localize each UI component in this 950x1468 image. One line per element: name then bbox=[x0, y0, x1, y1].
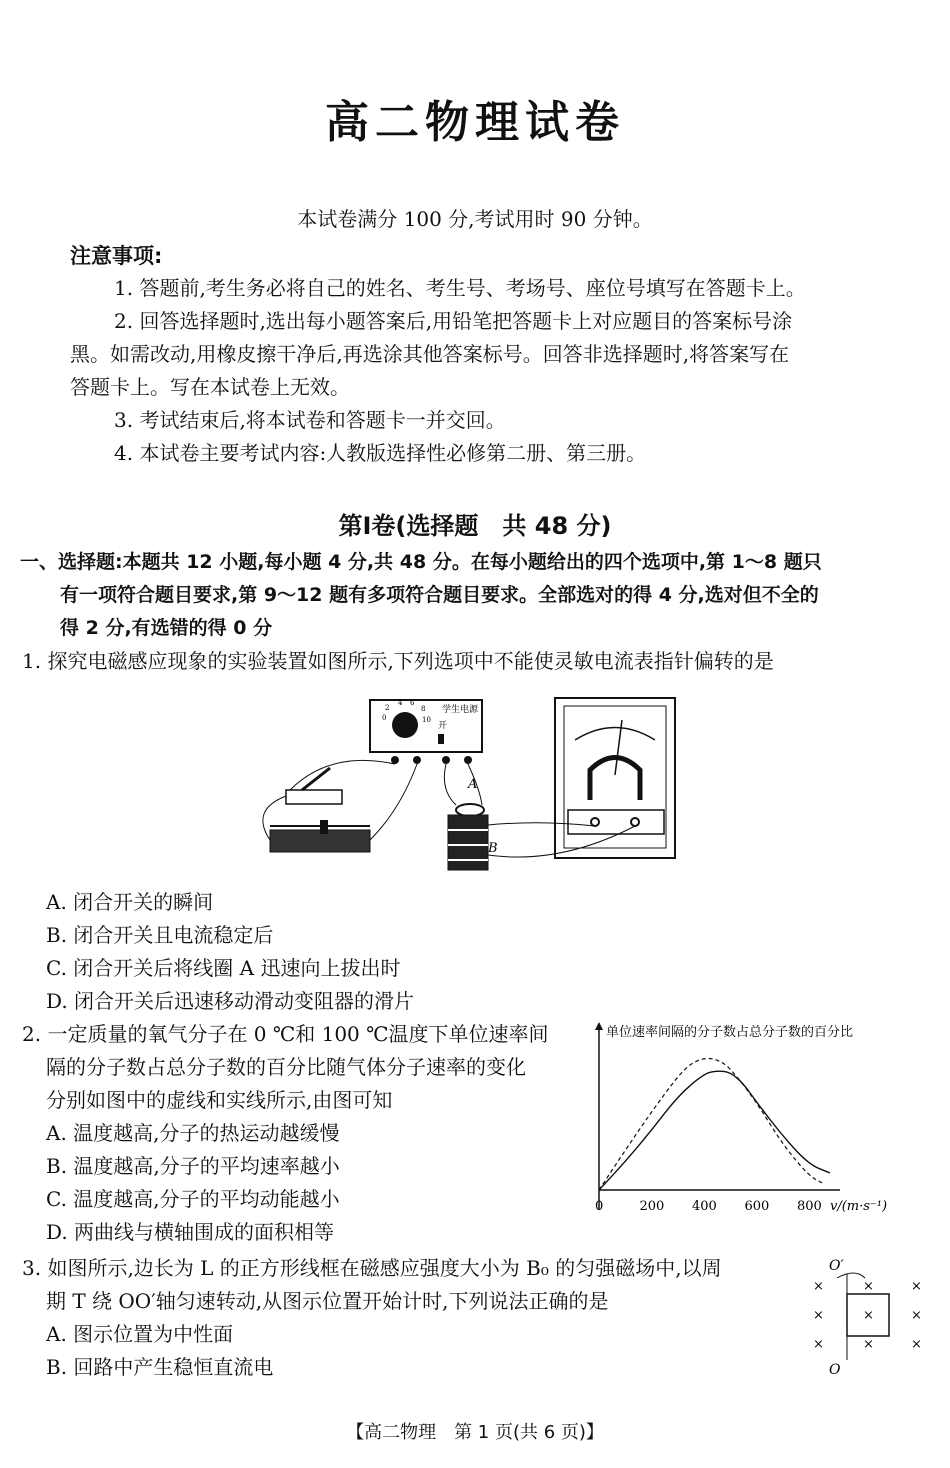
dial-tick: 6 bbox=[410, 699, 415, 707]
source-label: 学生电源 bbox=[442, 705, 479, 715]
field-mark: × bbox=[813, 1337, 824, 1352]
q2-stem: 2. 一定质量的氧气分子在 0 ℃和 100 ℃温度下单位速率间 bbox=[22, 1022, 549, 1046]
q1-option-d: D. 闭合开关后迅速移动滑动变阻器的滑片 bbox=[46, 989, 415, 1013]
axis-top-label: O′ bbox=[829, 1258, 844, 1274]
q2-stem-3: 分别如图中的虚线和实线所示,由图可知 bbox=[46, 1088, 393, 1112]
x-tick-label: 0 bbox=[595, 1199, 604, 1214]
x-tick-label: 800 bbox=[796, 1199, 822, 1214]
axis-bottom-label: O bbox=[829, 1362, 841, 1378]
q2-option-c: C. 温度越高,分子的平均动能越小 bbox=[46, 1187, 340, 1211]
field-mark: × bbox=[911, 1279, 922, 1294]
q2-option-d: D. 两曲线与横轴围成的面积相等 bbox=[46, 1220, 335, 1244]
q1-option-b: B. 闭合开关且电流稳定后 bbox=[46, 923, 274, 947]
dial-tick: 4 bbox=[398, 699, 403, 707]
coil-a-label: A bbox=[468, 777, 478, 792]
field-mark: × bbox=[813, 1308, 824, 1323]
q2-option-a: A. 温度越高,分子的热运动越缓慢 bbox=[46, 1121, 340, 1145]
switch-icon bbox=[438, 734, 444, 744]
x-tick-label: 400 bbox=[691, 1199, 717, 1214]
notice-item-3: 3. 考试结束后,将本试卷和答题卡一并交回。 bbox=[114, 408, 506, 432]
magnet-icon bbox=[590, 758, 640, 801]
knife-switch bbox=[286, 790, 342, 804]
dial-tick: 10 bbox=[422, 716, 431, 724]
q2-stem-2: 隔的分子数占总分子数的百分比随气体分子速率的变化 bbox=[46, 1055, 526, 1079]
coil-a bbox=[456, 804, 484, 816]
q1-apparatus-figure bbox=[250, 680, 700, 880]
dial-tick: 8 bbox=[421, 705, 426, 713]
q3-option-a: A. 图示位置为中性面 bbox=[46, 1322, 234, 1346]
x-tick-label: 600 bbox=[744, 1199, 770, 1214]
q3-stem: 3. 如图所示,边长为 L 的正方形线框在磁感应强度大小为 B₀ 的匀强磁场中,以周 bbox=[22, 1256, 722, 1280]
q2-option-b: B. 温度越高,分子的平均速率越小 bbox=[46, 1154, 340, 1178]
intro-text: 本试卷满分 100 分,考试用时 90 分钟。 bbox=[297, 207, 653, 231]
y-axis-arrow bbox=[595, 1022, 603, 1030]
q1-stem: 1. 探究电磁感应现象的实验装置如图所示,下列选项中不能使灵敏电流表指针偏转的是 bbox=[22, 649, 774, 673]
section-instructions-3: 得 2 分,有选错的得 0 分 bbox=[60, 617, 273, 639]
field-mark: × bbox=[863, 1308, 874, 1323]
notice-item-2-end: 答题卡上。写在本试卷上无效。 bbox=[70, 375, 350, 399]
coil-b bbox=[448, 815, 488, 870]
notice-item-2-cont: 黑。如需改动,用橡皮擦干净后,再选涂其他答案标号。回答非选择题时,将答案写在 bbox=[70, 342, 790, 366]
field-mark: × bbox=[813, 1279, 824, 1294]
series-100c-solid-line bbox=[599, 1071, 830, 1190]
field-mark: × bbox=[863, 1337, 874, 1352]
q3-coil-figure bbox=[805, 1252, 930, 1382]
q3-stem-2: 期 T 绕 OO′轴匀速转动,从图示位置开始计时,下列说法正确的是 bbox=[46, 1289, 609, 1313]
q2-chart bbox=[590, 1018, 935, 1218]
field-mark: × bbox=[911, 1337, 922, 1352]
series-0c-dashed-line bbox=[599, 1059, 822, 1190]
q1-option-a: A. 闭合开关的瞬间 bbox=[46, 890, 214, 914]
q1-option-c: C. 闭合开关后将线圈 A 迅速向上拔出时 bbox=[46, 956, 401, 980]
notice-item-4: 4. 本试卷主要考试内容:人教版选择性必修第二册、第三册。 bbox=[114, 441, 647, 465]
page-title: 高二物理试卷 bbox=[325, 97, 625, 148]
x-tick-label: 200 bbox=[639, 1199, 665, 1214]
dial-tick: 0 bbox=[382, 714, 387, 722]
notice-item-1: 1. 答题前,考生务必将自己的姓名、考生号、考场号、座位号填写在答题卡上。 bbox=[114, 276, 806, 300]
galvanometer-scale bbox=[575, 728, 655, 741]
page-footer: 【高二物理 第 1 页(共 6 页)】 bbox=[346, 1422, 604, 1443]
x-axis-label: v/(m·s⁻¹) bbox=[830, 1199, 888, 1214]
field-mark: × bbox=[863, 1279, 874, 1294]
dial-tick: 2 bbox=[385, 704, 390, 712]
coil-b-label: B bbox=[488, 841, 498, 856]
section-instructions: 一、选择题:本题共 12 小题,每小题 4 分,共 48 分。在每小题给出的四个选项中,第 1～8 题只 bbox=[20, 551, 822, 573]
notice-item-2: 2. 回答选择题时,选出每小题答案后,用铅笔把答题卡上对应题目的答案标号涂 bbox=[114, 309, 793, 333]
notice-heading: 注意事项: bbox=[70, 244, 163, 268]
chart-title: 单位速率间隔的分子数占总分子数的百分比 bbox=[606, 1025, 854, 1040]
section-title: 第Ⅰ卷(选择题 共 48 分) bbox=[338, 512, 612, 540]
field-mark: × bbox=[911, 1308, 922, 1323]
q3-option-b: B. 回路中产生稳恒直流电 bbox=[46, 1355, 274, 1379]
section-instructions-2: 有一项符合题目要求,第 9～12 题有多项符合题目要求。全部选对的得 4 分,选对但不全的 bbox=[60, 584, 819, 606]
switch-label: 开 bbox=[438, 721, 448, 731]
power-dial bbox=[392, 712, 418, 738]
